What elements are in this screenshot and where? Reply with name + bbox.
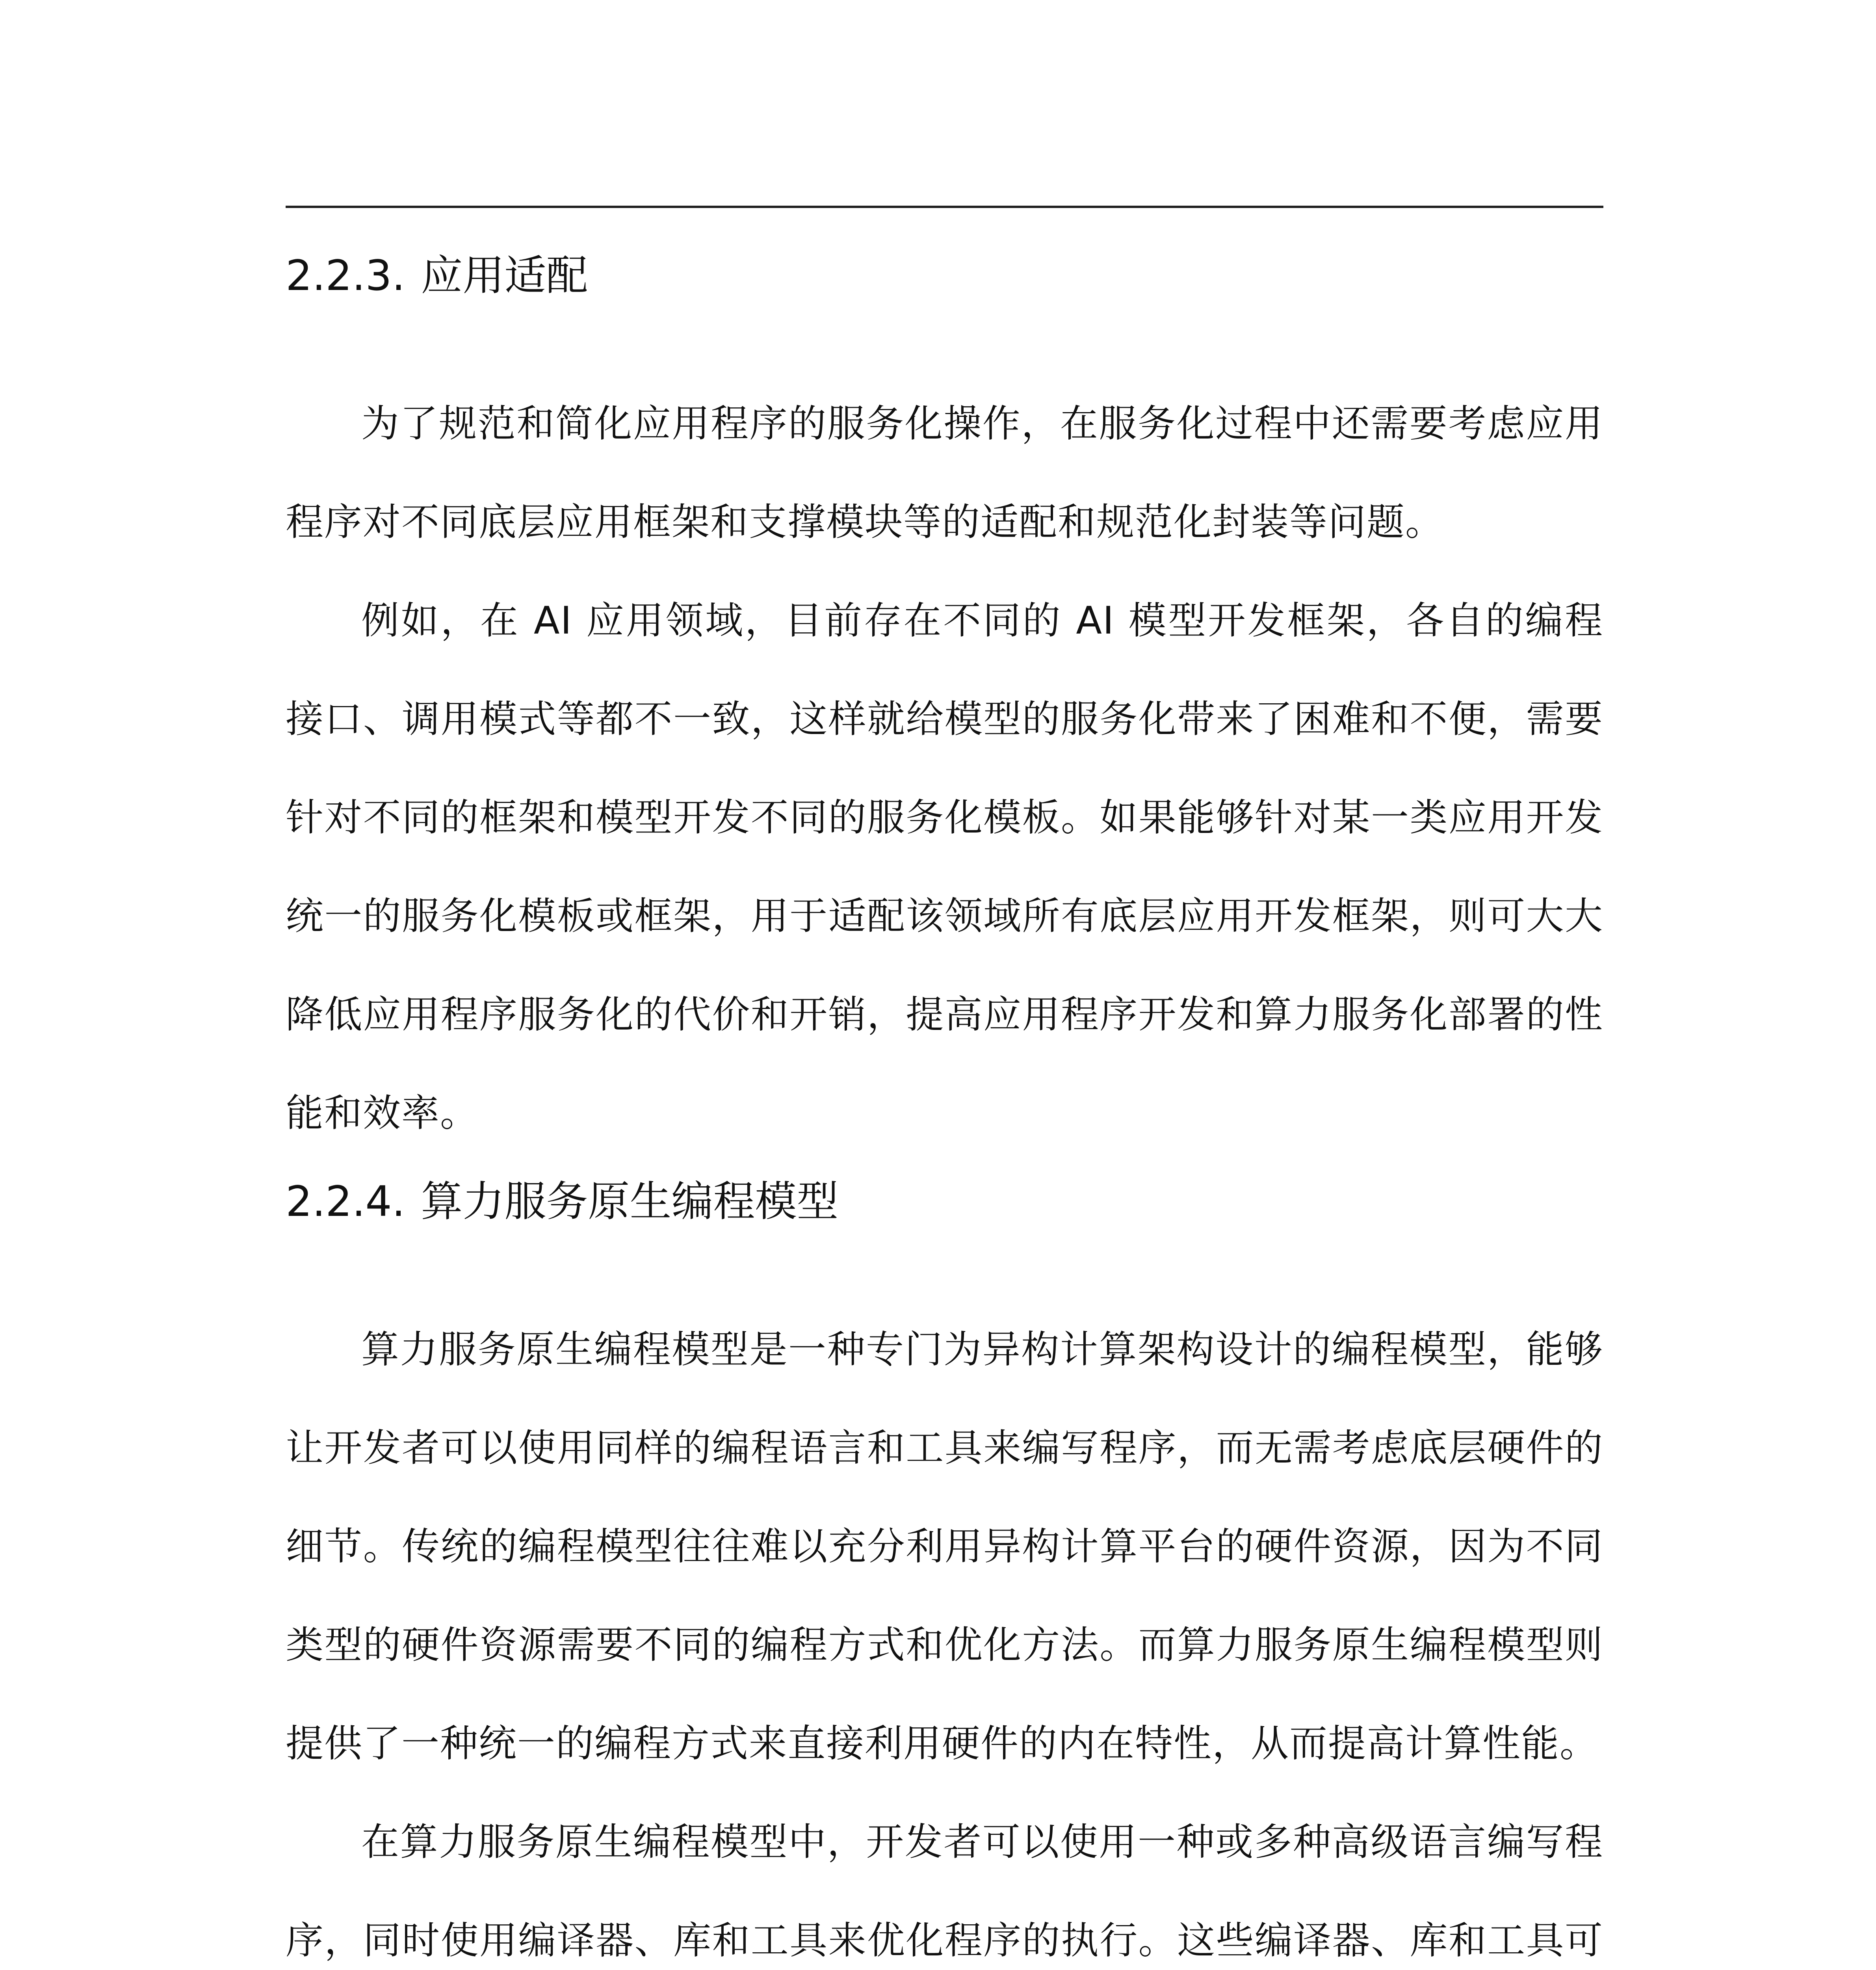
spacer	[286, 315, 1603, 374]
paragraph: 为了规范和简化应用程序的服务化操作，在服务化过程中还需要考虑应用程序对不同底层应用框架和支撑模块等的适配和规范化封装等问题。	[286, 401, 1603, 544]
paragraph: 例如，在 AI 应用领域，目前存在不同的 AI 模型开发框架，各自的编程接口、调用模式等都不一致，这样就给模型的服务化带来了困难和不便，需要针对不同的框架和模型开发不同的服务化模板。如果能够针对某一类应用开发统一的服务化模板或框架，用于适配该领域所有底层应用开发框架，则可大大降低应用程序服务化的代价和开销，提高应用程序开发和算力服务化部署的性能和效率。	[286, 598, 1603, 1135]
section-title: 算力服务原生编程模型	[421, 1177, 839, 1226]
paragraph: 在算力服务原生编程模型中，开发者可以使用一种或多种高级语言编写程序，同时使用编译器、库和工具来优化程序的执行。这些编译器、库和工具可	[286, 1820, 1603, 1963]
section-heading-2-2-4	[286, 1162, 1603, 1241]
section-number: 2.2.4.	[286, 1177, 405, 1226]
spacer	[286, 1241, 1603, 1300]
page-content	[286, 236, 1603, 1970]
section-title: 应用适配	[421, 251, 588, 300]
section-number: 2.2.3.	[286, 251, 405, 300]
paragraph: 算力服务原生编程模型是一种专门为异构计算架构设计的编程模型，能够让开发者可以使用同样的编程语言和工具来编写程序，而无需考虑底层硬件的细节。传统的编程模型往往难以充分利用异构计算平台的硬件资源，因为不同类型的硬件资源需要不同的编程方式和优化方法。而算力服务原生编程模型则提供了一种统一的编程方式来直接利用硬件的内在特性，从而提高计算性能。	[286, 1327, 1603, 1766]
header-rule	[286, 206, 1603, 208]
section-heading-2-2-3	[286, 236, 1603, 315]
